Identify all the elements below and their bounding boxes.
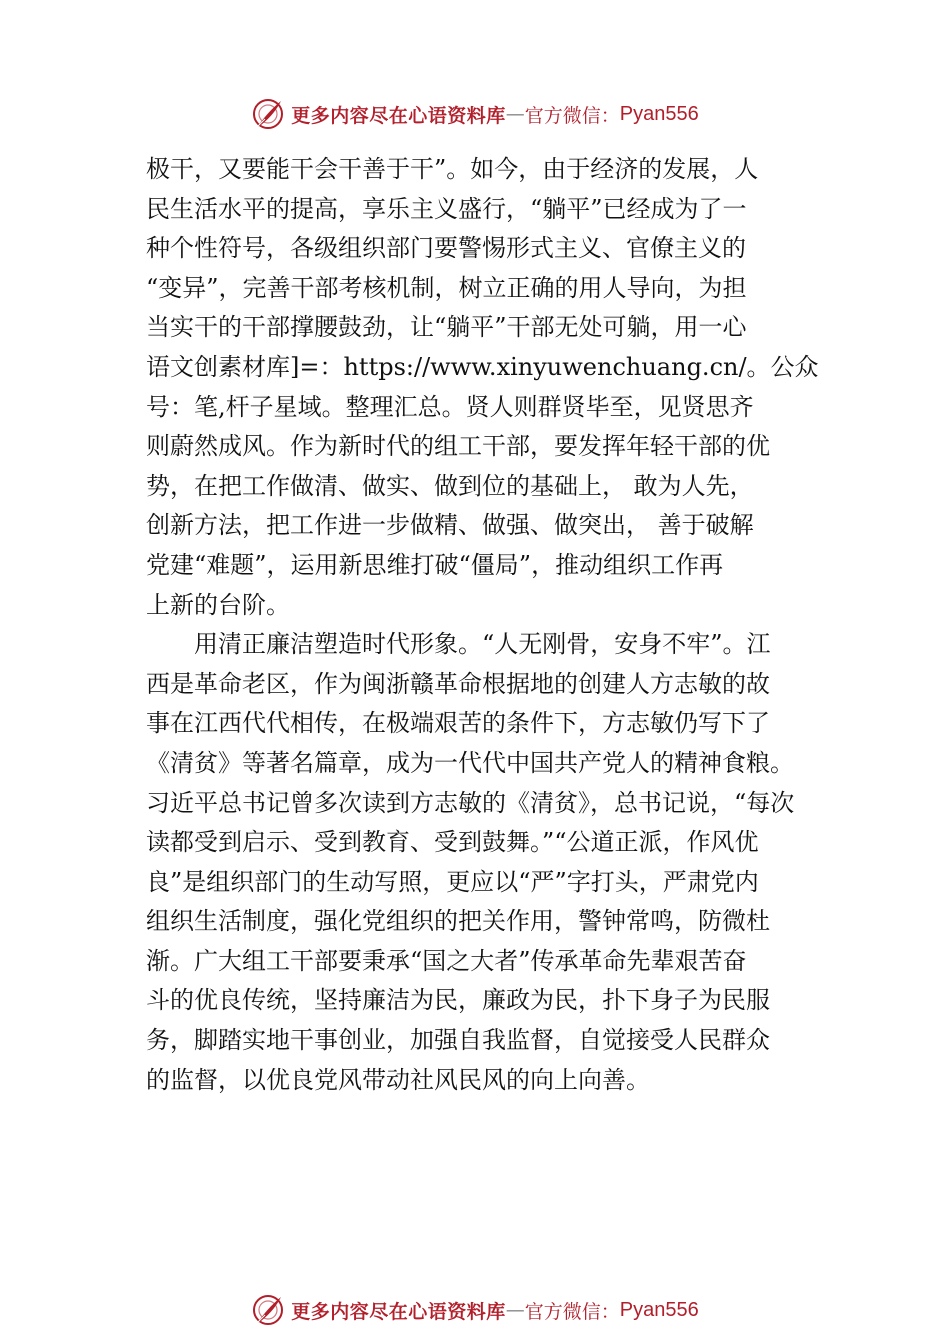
text-line: 读都受到启示、受到教育、受到鼓舞。”“公道正派，作风优 [146, 828, 759, 857]
header-banner [0, 94, 950, 134]
text-line: 良”是组织部门的生动写照，更应以“严”字打头，严肃党内 [146, 867, 759, 896]
feather-pen-logo-icon [251, 1293, 285, 1327]
text-line: 创新方法，把工作进一步做精、做强、做突出， 善于破解 [146, 511, 754, 540]
text-line: 《清贫》等著名篇章，成为一代代中国共产党人的精神食粮。 [146, 748, 794, 777]
text-line: “变异”，完善干部考核机制，树立正确的用人导向，为担 [146, 273, 747, 302]
text-line: 西是革命老区，作为闽浙赣革命根据地的创建人方志敏的故 [146, 669, 770, 698]
document-body [146, 150, 818, 1100]
banner-title: 更多内容尽在心语资料库 [291, 104, 506, 127]
text-line: 种个性符号，各级组织部门要警惕形式主义、官僚主义的 [146, 234, 746, 263]
text-line: 语文创素材库]=：https://www.xinyuwenchuang.cn/。公众 [146, 352, 819, 381]
text-line: 极干，又要能干会干善于干”。如今，由于经济的发展，人 [146, 155, 759, 183]
text-line: 则蔚然成风。作为新时代的组工干部，要发挥年轻干部的优 [146, 432, 770, 461]
text-line: 习近平总书记曾多次读到方志敏的《清贫》，总书记说，“每次 [146, 788, 795, 817]
text-line: 渐。广大组工干部要秉承“国之大者”传承革命先辈艰苦奋 [146, 946, 747, 975]
text-line: 当实干的干部撑腰鼓劲，让“躺平”干部无处可躺，用一心 [146, 313, 747, 342]
text-line: 的监督，以优良党风带动社风民风的向上向善。 [146, 1065, 650, 1094]
feather-pen-logo-icon [251, 97, 285, 131]
text-line: 势，在把工作做清、做实、做到位的基础上， 敢为人先， [146, 471, 754, 500]
footer-banner [0, 1290, 950, 1330]
text-line: 上新的台阶。 [146, 590, 290, 619]
banner-wechat-label: 官方微信： [524, 104, 620, 127]
banner-wechat-label: 官方微信： [524, 1300, 620, 1323]
text-line: 用清正廉洁塑造时代形象。“人无刚骨，安身不牢”。江 [146, 630, 771, 659]
text-line: 斗的优良传统，坚持廉洁为民，廉政为民，扑下身子为民服 [146, 986, 770, 1015]
text-line: 号：笔,杆子星域。整理汇总。贤人则群贤毕至，见贤思齐 [146, 392, 754, 421]
banner-account: Pyan556 [619, 1298, 699, 1321]
banner-account: Pyan556 [619, 102, 699, 125]
banner-title: 更多内容尽在心语资料库 [291, 1300, 506, 1323]
banner-separator: — [505, 103, 525, 125]
text-line: 组织生活制度，强化党组织的把关作用，警钟常鸣，防微杜 [146, 907, 770, 936]
text-line: 事在江西代代相传，在极端艰苦的条件下，方志敏仍写下了 [146, 709, 770, 738]
banner-separator: — [505, 1299, 525, 1321]
text-line: 民生活水平的提高，享乐主义盛行，“躺平”已经成为了一 [146, 194, 747, 223]
text-line: 务，脚踏实地干事创业，加强自我监督，自觉接受人民群众 [146, 1026, 770, 1055]
text-line: 党建“难题”，运用新思维打破“僵局”，推动组织工作再 [146, 550, 724, 579]
